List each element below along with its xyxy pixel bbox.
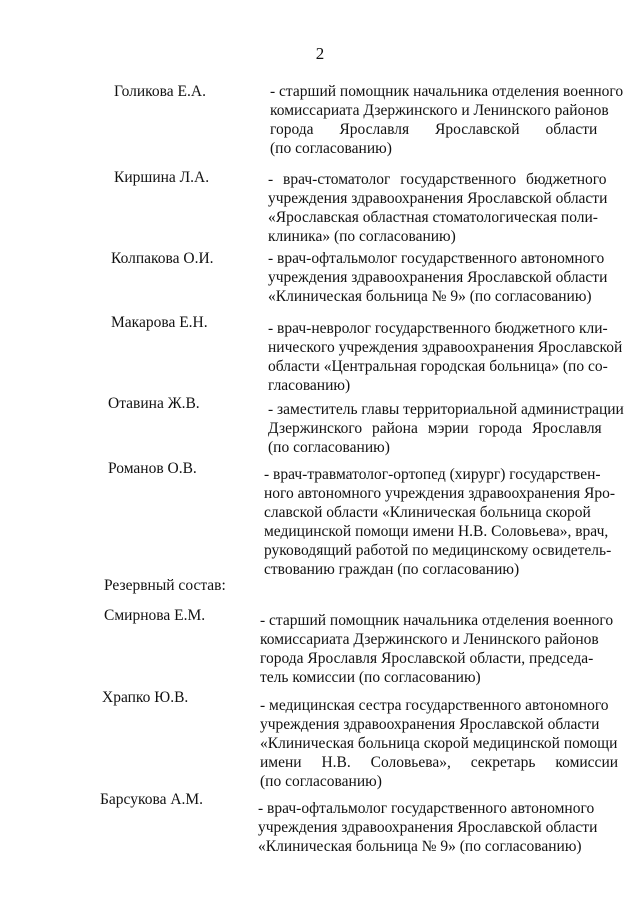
member-name-makarova: Макарова Е.Н. [111, 314, 208, 331]
role-line: учреждения здравоохранения Ярославской области [268, 190, 608, 207]
member-role-makarova [268, 319, 623, 395]
member-name-golikova: Голикова Е.А. [114, 83, 206, 100]
role-line: (по согласованию) [270, 140, 392, 157]
role-line: - врач-невролог государственного бюджетного кли- [268, 320, 608, 337]
role-line: - старший помощник начальника отделения военного [260, 612, 614, 629]
member-name-otavina: Отавина Ж.В. [108, 395, 200, 412]
role-line: имени Н.В. Соловьева», секретарь комиссии [260, 754, 619, 771]
role-line: учреждения здравоохранения Ярославской области [260, 716, 600, 733]
reserve-heading: Резервный состав: [104, 577, 226, 594]
member-name-kolpakova: Колпакова О.И. [111, 250, 214, 267]
member-name-khrapko: Храпко Ю.В. [102, 689, 189, 706]
role-line: - медицинская сестра государственного автономного [260, 697, 609, 714]
role-line: ствованию граждан (по согласованию) [264, 561, 520, 578]
role-line: «Клиническая больница № 9» (по согласованию) [258, 838, 582, 855]
role-line: нического учреждения здравоохранения Ярославской [268, 339, 623, 356]
role-line: славской области «Клиническая больница скорой [264, 504, 591, 521]
member-role-khrapko [260, 696, 619, 791]
role-line: - старший помощник начальника отделения военного [270, 83, 624, 100]
member-role-romanov [264, 465, 616, 579]
member-name-barsukova: Барсукова А.М. [100, 791, 204, 808]
role-line: тель комиссии (по согласованию) [260, 669, 481, 686]
member-role-barsukova [258, 799, 603, 856]
member-role-golikova [270, 82, 624, 158]
role-line: медицинской помощи имени Н.В. Соловьева», врач, [264, 523, 609, 540]
role-line: (по согласованию) [260, 773, 382, 790]
role-line: области «Центральная городская больница» (по со- [268, 358, 608, 375]
role-line: «Ярославская областная стоматологическая поли- [268, 209, 598, 226]
role-line: - заместитель главы территориальной администрации [268, 401, 624, 418]
role-line: «Клиническая больница № 9» (по согласованию) [268, 288, 592, 305]
role-line: города Ярославля Ярославской области, председа- [260, 650, 594, 667]
role-line: комиссариата Дзержинского и Ленинского районов [260, 631, 599, 648]
role-line: клиника» (по согласованию) [268, 228, 456, 245]
role-line: Дзержинского района мэрии города Ярославля [268, 420, 602, 437]
member-name-romanov: Романов О.В. [108, 460, 197, 477]
role-line: - врач-офтальмолог государственного автономного [268, 250, 605, 267]
role-line: города Ярославля Ярославской области [270, 121, 598, 138]
member-role-kolpakova [268, 249, 613, 306]
role-line: гласованию) [268, 377, 351, 394]
role-line: руководящий работой по медицинскому освидетель- [264, 542, 612, 559]
member-role-kirshina [268, 170, 613, 246]
role-line: учреждения здравоохранения Ярославской области [258, 819, 598, 836]
member-name-smirnova: Смирнова Е.М. [104, 607, 206, 624]
member-role-smirnova [260, 611, 614, 687]
role-line: - врач-стоматолог государственного бюджетного [268, 171, 607, 188]
role-line: учреждения здравоохранения Ярославской области [268, 269, 608, 286]
member-role-otavina [268, 400, 624, 457]
page-number: 2 [315, 44, 325, 63]
member-name-kirshina: Киршина Л.А. [114, 169, 210, 186]
role-line: (по согласованию) [268, 439, 390, 456]
role-line: - врач-травматолог-ортопед (хирург) государствен- [264, 466, 601, 483]
role-line: ного автономного учреждения здравоохранения Яро- [264, 485, 616, 502]
role-line: «Клиническая больница скорой медицинской помощи [260, 735, 618, 752]
role-line: комиссариата Дзержинского и Ленинского районов [270, 102, 609, 119]
role-line: - врач-офтальмолог государственного автономного [258, 800, 595, 817]
